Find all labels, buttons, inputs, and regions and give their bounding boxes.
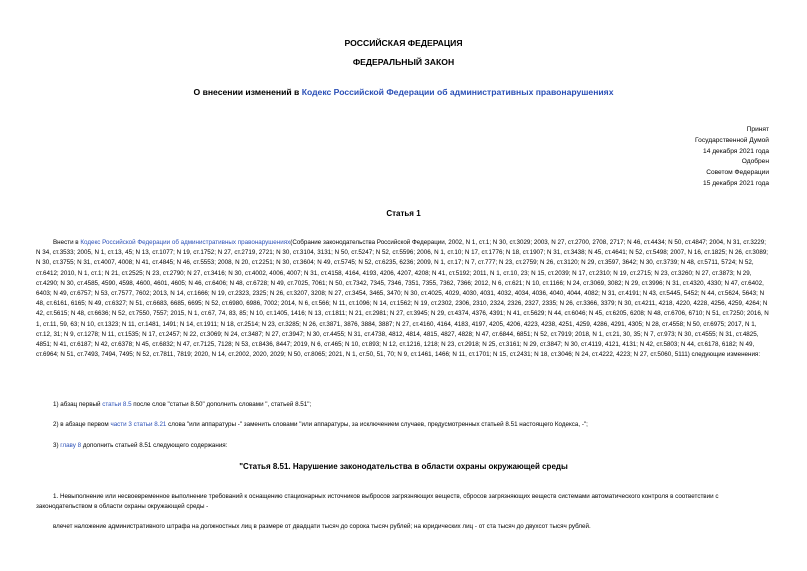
adoption-block [695, 125, 769, 190]
article-8-51-penalty: влечет наложение административного штрафа на должностных лиц в размере от двадцати тысяч до сорока тысяч рублей; на юридических лиц - от ста тысяч до двухсот тысяч рублей. [53, 523, 591, 530]
adoption-line: Принят [746, 126, 769, 133]
part-3-link[interactable]: части 3 [110, 421, 132, 428]
article-8-51-heading: "Статья 8.51. Нарушение законодательства в области охраны окружающей среды [239, 462, 568, 471]
chapter-8-link[interactable]: главу 8 [60, 442, 82, 449]
amendment-item-1 [53, 400, 786, 410]
adoption-line: 14 декабря 2021 года [703, 147, 769, 155]
article-8-51-part-1: 1. Невыполнение или несвоевременное выполнение требований к оснащению стационарных источников выбросов загрязняющих веществ, сбросов загрязняющих веществ системами автоматического контроля в соответствии с законодательством в области охраны окружающей среды - [36, 493, 719, 511]
adoption-line: 15 декабря 2021 года [703, 179, 769, 187]
intro-prefix: Внести в [53, 239, 81, 246]
intro-code-link[interactable]: Кодекс Российской Федерации об административных правонарушениях [80, 239, 291, 246]
item-prefix: 1) абзац первый [53, 401, 103, 408]
law-title-prefix: О внесении изменений в [193, 87, 302, 97]
item-body: слова "или аппаратуры -" заменить словами "или аппаратуры, за исключением случаев, предусмотренных статьей 8.51 настоящего Кодекса, -"; [166, 421, 588, 428]
adoption-line: Одобрен [741, 158, 769, 166]
law-title-code-link[interactable]: Кодекс Российской Федерации об административных правонарушениях [301, 87, 614, 97]
adoption-line: Государственной Думой [695, 136, 769, 144]
article-intro-paragraph [36, 238, 769, 360]
article-8-21-link[interactable]: статьи 8.21 [133, 421, 167, 428]
article-heading: Статья 1 [386, 209, 421, 218]
adoption-line: Советом Федерации [706, 169, 769, 177]
law-type-heading: ФЕДЕРАЛЬНЫЙ ЗАКОН [352, 57, 455, 67]
law-title [0, 87, 807, 97]
amendment-item-3 [53, 441, 786, 451]
intro-body: (Собрание законодательства Российской Федерации, 2002, N 1, ст.1; N 30, ст.3029; 2003, N 27, ст.2700, 2708, 2717; N 46, ст.4434; N 50, ст.4847; 2004, N 31, ст.3229; N 34, ст.3533; 2005, N 1, ст.13, 45; N 13, ст.1077; N 19, ст.1752; N 27, ст.2719, 2721; N 30, ст.3104, 3131; N 50, ст.5247; N 52, ст.5596; 2006, N 1, ст.10; N 17, ст.1776; N 18, ст.1907; N 31, ст.3438; N 45, ст.4641; N 52, ст.5498; 2007, N 16, ст.1825; N 26, ст.3089; N 30, ст.3755; N 31, ст.4007, 4008; N 41, ст.4845; N 46, ст.5553; 2008, N 20, ст.2251; N 30, ст.3604; N 49, ст.5745; N 52, ст.6235, 6236; 2009, N 1, ст.17; N 7, ст.777; N 23, ст.2759; N 26, ст.3120; N 29, ст.3597, 3642; N 30, ст.3739; N 48, ст.5711, 5724; N 52, ст.6412; 2010, N 1, ст.1; N 21, ст.2525; N 23, ст.2790; N 27, ст.3416; N 30, ст.4002, 4006, 4007; N 31, ст.4158, 4164, 4193, 4206, 4207, 4208; N 41, ст.5192; 2011, N 1, ст.10, 23; N 15, ст.2039; N 17, ст.2310; N 19, ст.2715; N 23, ст.3260; N 27, ст.3873; N 29, ст.4290; N 30, ст.4585, 4590, 4598, 4600, 4601, 4605; N 46, ст.6406; N 48, ст.6728; N 49, ст.7025, 7061; N 50, ст.7342, 7345, 7346, 7351, 7355, 7362, 7366; 2012, N 6, ст.621; N 10, ст.1166; N 24, ст.3069, 3082; N 29, ст.3996; N 31, ст.4320, 4330; N 47, ст.6402, 6403; N 49, ст.6757; N 53, ст.7577, 7602; 2013, N 14, ст.1666; N 19, ст.2323, 2325; N 26, ст.3207, 3208; N 27, ст.3454, 3465, 3470; N 30, ст.4025, 4029, 4030, 4031, 4032, 4034, 4036, 4040, 4044, 4082; N 31, ст.4191; N 43, ст.5445, 5452; N 44, ст.5624, 5643; N 48, ст.6161, 6165; N 49, ст.6327; N 51, ст.6683, 6685, 6695; N 52, ст.6980, 6986, 7002; 2014, N 6, ст.566; N 11, ст.1096; N 14, ст.1562; N 19, ст.2302, 2306, 2310, 2324, 2326, 2327, 2335; N 26, ст.3366, 3379; N 30, ст.4211, 4218, 4220, 4228, 4256, 4259, 4264; N 42, ст.5615; N 48, ст.6636; N 52, ст.7550, 7557; 2015, N 1, ст.67, 74, 83, 85; N 10, ст.1405, 1416; N 13, ст.1811; N 21, ст.2981; N 27, ст.3945; N 29, ст.4374, 4376, 4391; N 41, ст.5629; N 44, ст.6046; N 45, ст.6205, 6208; N 48, ст.6706, 6710; N 51, ст.7250; 2016, N 1, ст.11, 59, 63; N 10, ст.1323; N 11, ст.1481, 1491; N 14, ст.1911; N 18, ст.2514; N 23, ст.3285; N 26, ст.3871, 3876, 3884, 3887; N 27, ст.4160, 4164, 4183, 4197, 4205, 4206, 4223, 4238, 4251, 4259, 4286, 4291, 4305; N 28, ст.4558; N 50, ст.6975; 2017, N 1, ст.12, 31; N 9, ст.1278; N 11, ст.1535; N 17, ст.2457; N 22, ст.3069; N 24, ст.3487; N 27, ст.3947; N 30, ст.4455; N 31, ст.4738, 4812, 4814, 4815, 4827, 4828; N 47, ст.6844, 6851; N 52, ст.7919; 2018, N 1, ст.21, 30, 35; N 7, ст.973; N 30, ст.4555; N 31, ст.4825, 4851; N 41, ст.6187; N 42, ст.6378; N 45, ст.6832; N 47, ст.7125, 7128; N 53, ст.8436, 8447; 2019, N 6, ст.465; N 10, ст.893; N 12, ст.1216, 1218; N 23, ст.2918; N 25, ст.3161; N 29, ст.3847; N 30, ст.4119, 4121, 4131; N 42, ст.5803; N 44, ст.6178, 6182; N 49, ст.6964; N 51, ст.7493, 7494, 7495; N 52, ст.7811, 7819; 2020, N 14, ст.2002, 2020, 2029; N 50, ст.8065; 2021, N 1, ст.50, 51, 70; N 9, ст.1461, 1466; N 11, ст.1701; N 15, ст.2431; N 18, ст.3046; N 24, ст.4222, 4223; N 27, ст.5060, 5111) следующие изменения: [36, 239, 769, 359]
item-prefix: 2) в абзаце первом [53, 421, 111, 428]
item-body: дополнить статьей 8.51 следующего содержания: [81, 442, 228, 449]
federation-heading: РОССИЙСКАЯ ФЕДЕРАЦИЯ [344, 38, 463, 48]
amendment-item-2 [53, 420, 786, 430]
item-prefix: 3) [53, 442, 61, 449]
item-body: после слов "статьи 8.50" дополнить словами ", статьей 8.51"; [131, 401, 312, 408]
article-8-5-link[interactable]: статьи 8.5 [102, 401, 132, 408]
